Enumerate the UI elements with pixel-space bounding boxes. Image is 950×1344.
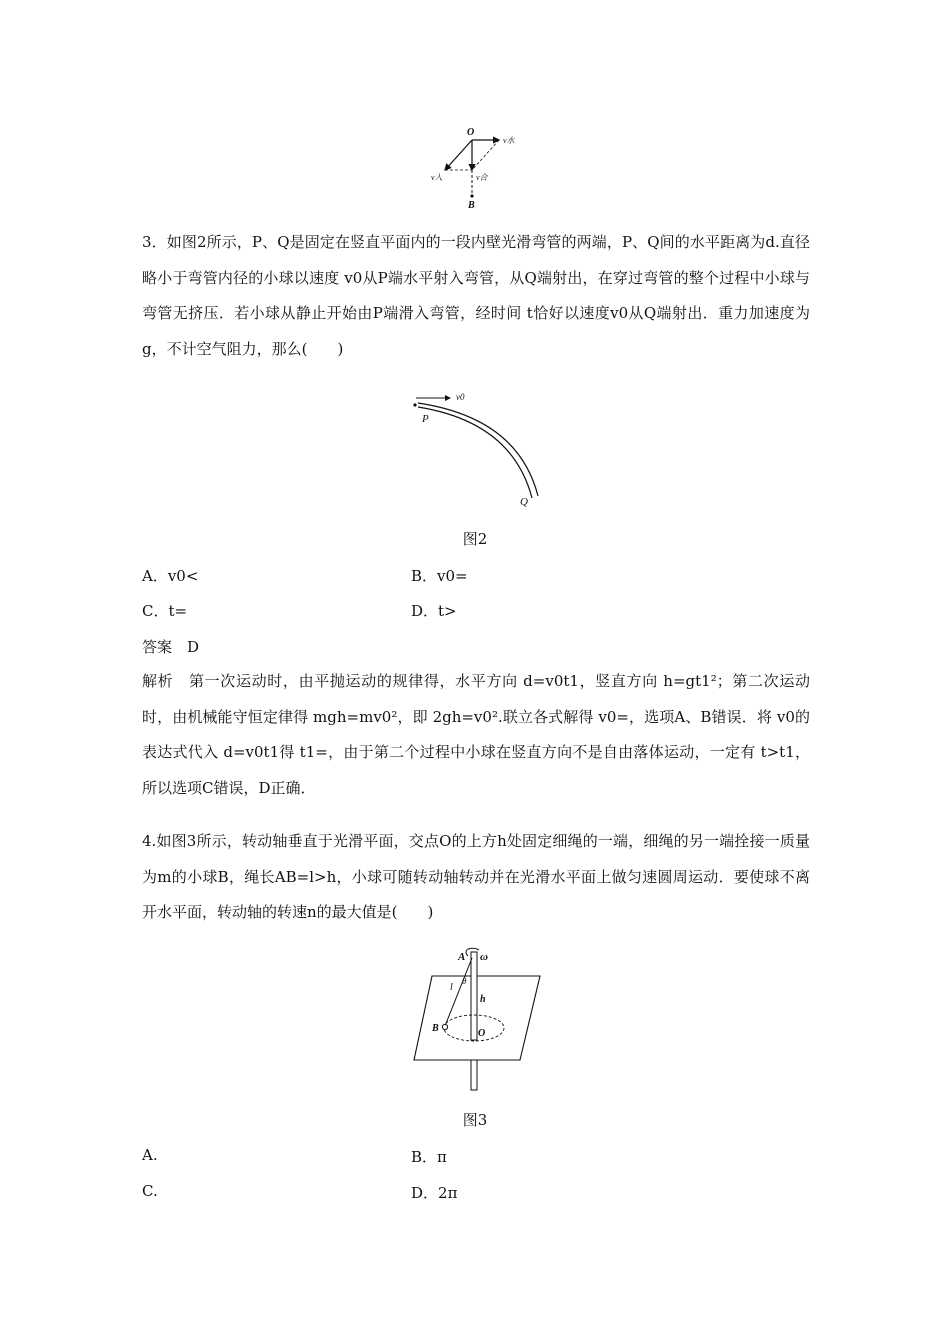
q3-answer: 答案 D [142,638,200,656]
point-b [470,194,473,197]
label-b: B [468,200,475,211]
label-v-water: v水 [503,136,515,145]
axis-lower [471,1060,477,1090]
velocity-vector-figure [425,122,525,214]
label-b: B [432,1023,439,1034]
figure-2-caption: 图2 [462,530,488,548]
q4-option-a: A. [142,1146,158,1164]
label-l: l [450,982,453,993]
dashed-parallel-1 [472,140,499,170]
ball-b [442,1024,447,1029]
rotating-axis-figure [412,946,542,1092]
tube-inner-wall [418,407,532,498]
q3-analysis: 解析 第一次运动时，由平抛运动的规律得，水平方向 d=v0t1，竖直方向 h=gt1²；第二次运动时，由机械能守恒定律得 mgh=mv0²，即 2gh=v0².联立各式解得 v0=，选项A、B错误．将 v0的表达式代入 d=v0t1得 t1=，由于第二个过程中小球在竖直方向不是自由落体运动，一定有 t>t1，所以选项C错误，D正确． [142,672,810,797]
label-h: h [480,994,486,1005]
q4-option-c: C. [142,1182,158,1200]
label-omega: ω [480,951,488,963]
label-o: O [478,1028,486,1039]
label-v0: v0 [456,392,465,402]
label-q: Q [520,496,528,508]
velocity-vector-svg [425,122,525,214]
label-p: P [422,413,429,425]
q4-option-b: B．π [411,1148,447,1166]
figure-3-caption: 图3 [462,1111,488,1129]
arrow-v-in [445,140,472,170]
label-o: O [467,127,475,138]
rotating-axis-svg [412,946,542,1092]
axis-upper [471,952,477,1040]
q3-option-c: C．t= [142,602,188,620]
point-p [413,403,416,406]
q3-option-b: B．v0= [411,567,468,585]
label-v-in: v入 [431,173,443,182]
bent-tube-svg [408,388,548,510]
label-v-combined: v合 [476,173,488,182]
q3-option-a: A．v0< [142,567,199,585]
label-a: A [458,951,466,963]
bent-tube-figure [408,388,548,510]
q3-option-d: D．t> [411,602,457,620]
q4-stem: 4.如图3所示，转动轴垂直于光滑平面，交点O的上方h处固定细绳的一端，细绳的另一端拴接一质量为m的小球B，绳长AB=l>h，小球可随转动轴转动并在光滑水平面上做匀速圆周运动．要使球不离开水平面，转动轴的转速n的最大值是( ) [142,832,810,921]
label-theta: θ [462,976,467,986]
q4-option-d: D．2π [411,1184,458,1202]
q3-stem: 3．如图2所示，P、Q是固定在竖直平面内的一段内壁光滑弯管的两端，P、Q间的水平距离为d.直径略小于弯管内径的小球以速度 v0从P端水平射入弯管，从Q端射出，在穿过弯管的整个过程中小球与弯管无挤压．若小球从静止开始由P端滑入弯管，经时间 t恰好以速度v0从Q端射出．重力加速度为g，不计空气阻力，那么( ) [142,233,810,358]
tube-outer-wall [418,403,538,496]
